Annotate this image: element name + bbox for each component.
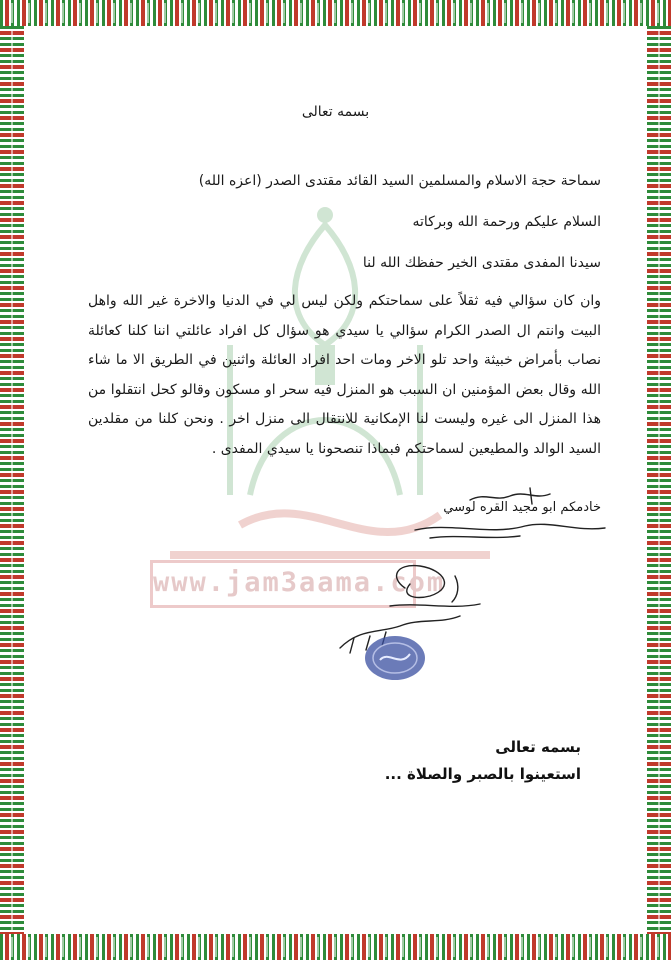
handwritten-reply-and-stamp [320,478,610,708]
letter-body: وان كان سؤالي فيه ثقلاً على سماحتكم ولكن ليس لي في الدنيا والاخرة غير الله واهل البيت وانتم ال الصدر الكرام سؤالي يا سيدي هو سؤال كل افراد عائلتي اننا كلنا كعائلة نصاب بأمراض خبيثة واحد تلو الاخر ومات احد افراد العائلة واثنين في الطريق الا ما شاء الله وقال بعض المؤمنين ان السبب هو المنزل فيه سحر او مسكون وقالو كحل انتقلوا من هذا المنزل الى غيره وليست لنا الإمكانية للانتقال الى منزل اخر . ونحن كلنا من مقلدين السيد الوالد والمطيعين لسماحتكم فبماذا تنصحونا يا سيدي المفدى . [88,293,601,457]
decorative-border-right [647,26,671,934]
letter-greeting: السلام عليكم ورحمة الله وبركاته [412,214,601,230]
decorative-border-left [0,26,24,934]
letter-basmala: بسمه تعالى [301,104,370,120]
watermark-url: www.jam3aama.com [150,560,416,608]
reply-basmala: بسمه تعالى [495,738,581,756]
letter-signature: خادمكم ابو مجيد القره لوسي [443,500,601,515]
letter-addressee: سماحة حجة الاسلام والمسلمين السيد القائد مقتدى الصدر (اعزه الله) [198,173,601,189]
decorative-border-bottom [0,934,671,960]
decorative-border-top [0,0,671,26]
reply-text: استعينوا بالصبر والصلاة ... [384,765,581,783]
letter-salutation: سيدنا المفدى مقتدى الخير حفظك الله لنا [362,255,601,271]
